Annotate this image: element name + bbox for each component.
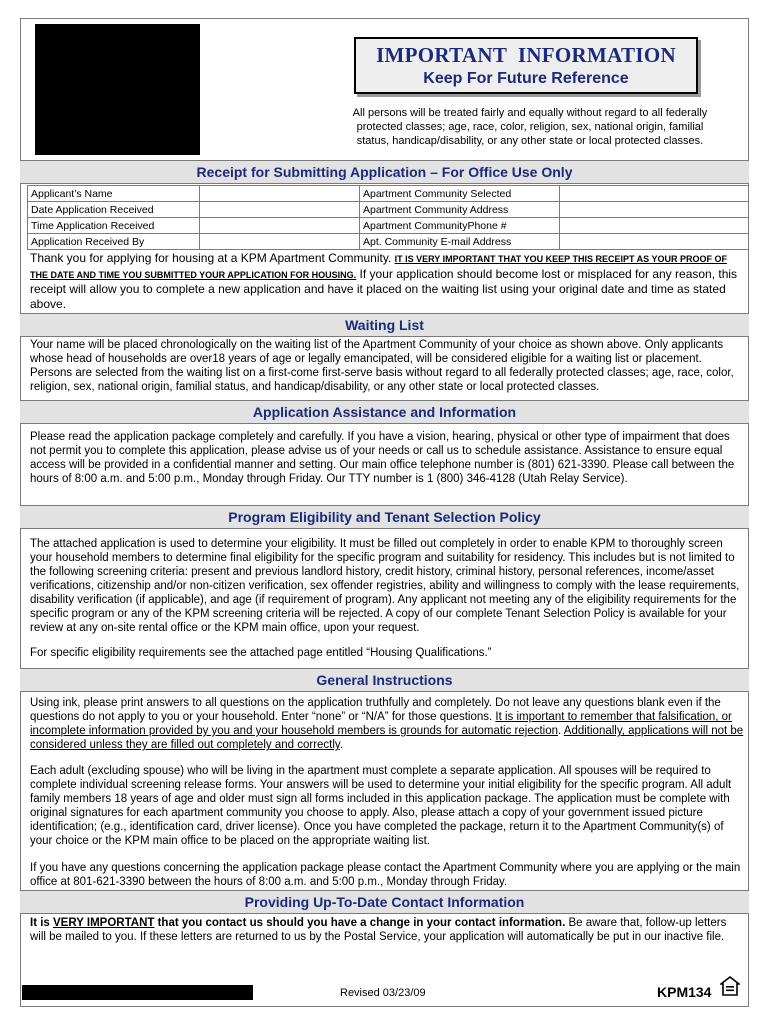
assistance-paragraph: Please read the application package completely and carefully. If you have a vision, hearing, physical or other type of impairment that does not permit you to complete this application, please advise us of your needs or call us to schedule assistance. Assistance to ensure equal access will be provided in a confidential manner and setting. Our main office telephone number is (801) 621-3390. Please call between the hours of 8:00 a.m. and 5:00 p.m., Monday through Friday. Our TTY number is 1 (800) 346-4128 (Utah Relay Service). <box>30 431 735 485</box>
general-text: Using ink, please print answers to all questions on the application truthfully and completely. Do not leave any questions blank even if the questions do not apply to you or your household. Enter “none” or “N/A” for those questions. <box>30 697 721 723</box>
eligibility-paragraph: The attached application is used to determine your eligibility. It must be filled out completely in order to enable KPM to thoroughly screen your household members to determine final eligibility for the specific program and suitability for residency. This includes but is not limited to the following screening criteria: present and previous landlord history, credit history, criminal history, personal references, income/asset verifications, citizenship and/or non-citizen verification, sex offender registries, ability and willingness to comply with the lease requirements, disability verification (if applicable), and age (if requirement of program). Any applicant not meeting any of the eligibility requirements for the specific program or any of the KPM screening criteria will be rejected. A copy of our complete Tenant Selection Policy is available for your review at any on-site rental office or the KPM main office, upon your request. <box>30 538 740 634</box>
general-paragraph-3: If you have any questions concerning the application package please contact the Apartment Community where you are applying or the main office at 801-621-3390 between the hours of 8:00 a.m. and 5:00 p.m., Monday through Friday. <box>30 862 741 888</box>
important-title: IMPORTANT INFORMATION <box>376 43 676 67</box>
assistance-heading: Application Assistance and Information <box>20 400 749 424</box>
falsification-warning: It is important to remember that falsification, or incomplete information provided by you and your household members is grounds for automatic rejection <box>30 711 732 737</box>
very-important-text: VERY IMPORTANT <box>53 917 155 929</box>
receipt-field-time-received[interactable] <box>200 218 360 234</box>
receipt-label: Date Application Received <box>28 202 200 218</box>
receipt-label: Apartment Community Selected <box>360 186 560 202</box>
redacted-footer-bar <box>22 985 253 1000</box>
receipt-field-date-received[interactable] <box>200 202 360 218</box>
general-text-end: . <box>339 739 344 751</box>
eligibility-note: For specific eligibility requirements see the attached page entitled “Housing Qualifications.” <box>30 647 492 659</box>
general-paragraph-2: Each adult (excluding spouse) who will be living in the apartment must complete a separate application. All spouses will be required to complete individual screening release forms. Your answers will be used to determine your initial eligibility for the specific program. All adult family members 18 years of age and older must sign all forms included in this application package. The application must be complete with original signatures for each apartment community you choose to apply. Also, please attach a copy of your government issued picture identification; (e.g., identification card, driver license). Once you have completed the package, return it to the Apartment Community(s) of your choice or the KPM main office to be placed on the appropriate waiting list. <box>30 765 732 847</box>
eligibility-heading: Program Eligibility and Tenant Selection Policy <box>20 505 749 529</box>
waiting-list-heading: Waiting List <box>20 313 749 337</box>
general-instructions-heading: General Instructions <box>20 668 749 692</box>
receipt-thanks-paragraph <box>30 251 744 311</box>
contact-bold-text-end: that you contact us should you have a change in your contact information. <box>154 917 566 929</box>
equal-housing-icon <box>720 976 740 996</box>
redacted-logo <box>35 24 200 155</box>
important-info-box <box>354 37 698 94</box>
general-text-mid: . <box>558 725 564 737</box>
thanks-text-end: If your application should become lost or misplaced for any reason, this receipt will allow you to complete a new application and have it placed on the waiting list using your original date and time as stated above. <box>30 266 738 311</box>
form-code: KPM134 <box>657 984 712 1000</box>
receipt-field-applicant-name[interactable] <box>200 186 360 202</box>
receipt-label: Application Received By <box>28 234 200 250</box>
fair-housing-line-1: All persons will be treated fairly and equally without regard to all federally <box>352 107 708 119</box>
fair-housing-line-2: protected classes; age, race, color, religion, sex, national origin, familial <box>356 121 704 133</box>
table-row <box>28 234 749 250</box>
fair-housing-statement <box>330 106 730 148</box>
receipt-label: Apt. Community E-mail Address <box>360 234 560 250</box>
receipt-field-community-selected[interactable] <box>560 186 749 202</box>
receipt-label: Apartment Community Address <box>360 202 560 218</box>
table-row <box>28 218 749 234</box>
keep-receipt-warning: IT IS VERY IMPORTANT THAT YOU KEEP THIS RECEIPT AS YOUR PROOF OF THE DATE AND TIME YOU SUBMITTED YOUR APPLICATION FOR HOUSING. <box>30 254 727 280</box>
general-paragraph-1 <box>30 696 744 752</box>
receipt-label: Apartment CommunityPhone # <box>360 218 560 234</box>
waiting-list-paragraph: Your name will be placed chronologically on the waiting list of the Apartment Community of your choice as shown above. Only applicants whose head of households are over18 years of age or legally emancipated, will be considered eligible for a waiting list or placement. Persons are selected from the waiting list on a first-come first-serve basis without regard to all federally protected classes; age, race, color, religion, sex, national origin, familial status, and handicap/disability, or any other state or local protected classes. <box>30 339 734 393</box>
receipt-field-received-by[interactable] <box>200 234 360 250</box>
receipt-field-community-email[interactable] <box>560 234 749 250</box>
contact-text: Be aware that, follow-up letters will be mailed to you. If these letters are returned to us by the Postal Service, your application will automatically be put in our inactive file. <box>30 917 727 943</box>
contact-paragraph <box>30 916 744 944</box>
receipt-field-community-address[interactable] <box>560 202 749 218</box>
receipt-field-community-phone[interactable] <box>560 218 749 234</box>
receipt-table <box>27 185 749 250</box>
contact-info-heading: Providing Up-To-Date Contact Information <box>20 890 749 914</box>
fair-housing-line-3: status, handicap/disability, or any other state or local protected classes. <box>356 135 704 147</box>
table-row <box>28 186 749 202</box>
revised-date: Revised 03/23/09 <box>340 987 426 999</box>
receipt-heading: Receipt for Submitting Application – For Office Use Only <box>20 160 749 184</box>
table-row <box>28 202 749 218</box>
receipt-label: Time Application Received <box>28 218 200 234</box>
receipt-label: Applicant’s Name <box>28 186 200 202</box>
completeness-warning: Additionally, applications will not be considered unless they are filled out completely and correctly <box>30 725 744 751</box>
contact-bold-text: It is <box>30 917 54 929</box>
important-subtitle: Keep For Future Reference <box>423 70 629 87</box>
thanks-text: Thank you for applying for housing at a KPM Apartment Community. <box>30 251 395 265</box>
